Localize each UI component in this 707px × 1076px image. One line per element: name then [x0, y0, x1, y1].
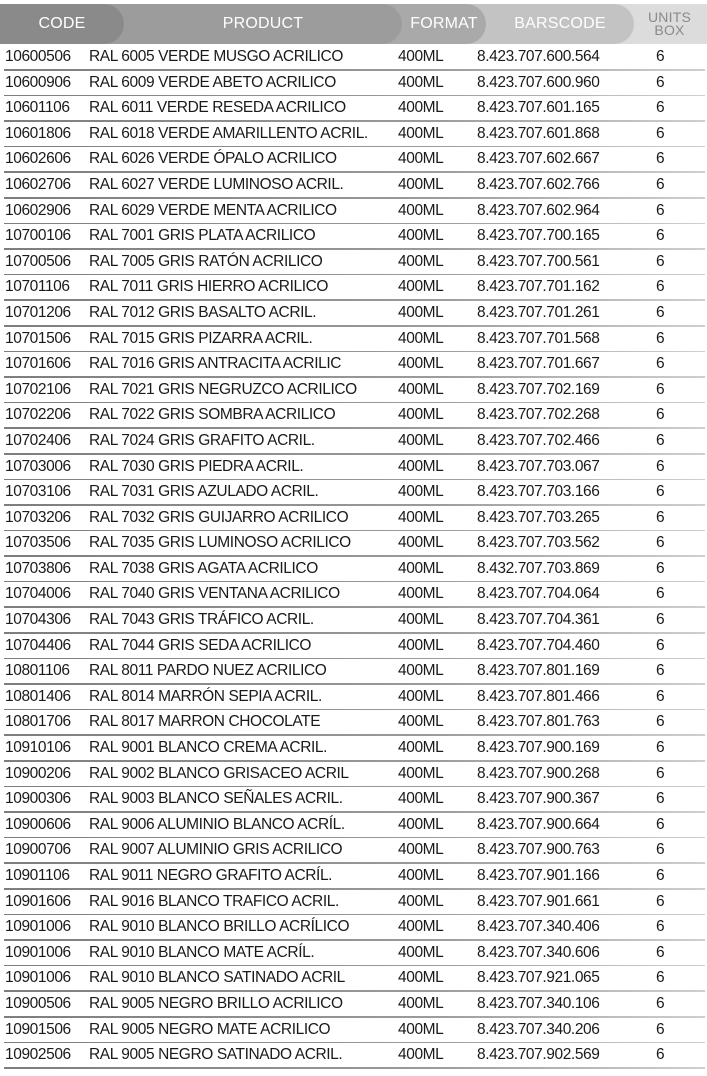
cell-format: 400ML	[398, 355, 444, 373]
cell-product: RAL 9010 BLANCO MATE ACRÍL.	[89, 943, 315, 961]
cell-units: 6	[656, 534, 665, 552]
cell-product: RAL 7021 GRIS NEGRUZCO ACRILICO	[89, 380, 357, 398]
cell-product: RAL 9005 NEGRO BRILLO ACRILICO	[89, 994, 343, 1012]
cell-product: RAL 7015 GRIS PIZARRA ACRIL.	[89, 329, 313, 347]
cell-barcode: 8.423.707.340.606	[477, 943, 600, 961]
header-product-label: PRODUCT	[222, 15, 304, 32]
cell-format: 400ML	[398, 713, 444, 731]
cell-code: 10801106	[5, 662, 70, 680]
cell-barcode: 8.423.707.340.106	[477, 994, 600, 1012]
cell-code: 10703506	[5, 534, 71, 552]
cell-code: 10900506	[5, 994, 71, 1012]
table-row	[0, 736, 707, 762]
cell-code: 10901606	[5, 892, 71, 910]
cell-format: 400ML	[398, 841, 444, 859]
cell-barcode: 8.423.707.701.568	[477, 329, 600, 347]
cell-code: 10910106	[5, 739, 71, 757]
cell-barcode: 8.423.707.602.667	[477, 150, 600, 168]
cell-format: 400ML	[398, 662, 444, 680]
cell-code: 10801406	[5, 687, 71, 705]
cell-code: 10703206	[5, 508, 71, 526]
cell-code: 10600906	[5, 73, 71, 91]
table-row	[0, 608, 707, 634]
cell-barcode: 8.423.707.602.766	[477, 175, 600, 193]
table-row	[0, 634, 707, 660]
cell-code: 10701206	[5, 303, 71, 321]
cell-units: 6	[656, 918, 665, 936]
cell-barcode: 8.423.707.701.162	[477, 278, 600, 296]
cell-barcode: 8.423.707.602.964	[477, 201, 600, 219]
cell-units: 6	[656, 892, 665, 910]
table-row	[0, 480, 707, 506]
cell-barcode: 8.423.707.703.265	[477, 508, 600, 526]
cell-units: 6	[656, 662, 665, 680]
cell-format: 400ML	[398, 278, 444, 296]
cell-product: RAL 6027 VERDE LUMINOSO ACRIL.	[89, 175, 344, 193]
cell-units: 6	[656, 380, 665, 398]
cell-units: 6	[656, 867, 665, 884]
cell-code: 10700106	[5, 227, 71, 245]
cell-units: 6	[656, 99, 665, 117]
cell-barcode: 8.423.707.703.067	[477, 457, 600, 475]
cell-product: RAL 6009 VERDE ABETO ACRILICO	[89, 73, 336, 91]
cell-code: 10902506	[5, 1046, 71, 1064]
cell-format: 400ML	[398, 124, 444, 142]
table-row	[0, 199, 707, 225]
table-row	[0, 403, 707, 429]
table-row	[0, 813, 707, 839]
cell-barcode: 8.423.707.700.165	[477, 227, 600, 245]
cell-code: 10601106	[5, 99, 70, 117]
cell-product: RAL 6018 VERDE AMARILLENTO ACRIL.	[89, 124, 368, 142]
table-row	[0, 45, 707, 71]
table-row	[0, 762, 707, 788]
cell-format: 400ML	[398, 943, 444, 961]
cell-product: RAL 7043 GRIS TRÁFICO ACRIL.	[89, 611, 314, 629]
cell-product: RAL 7031 GRIS AZULADO ACRIL.	[89, 483, 319, 501]
product-table-body	[0, 45, 707, 1069]
cell-product: RAL 6005 VERDE MUSGO ACRILICO	[89, 48, 343, 65]
cell-code: 10901506	[5, 1020, 71, 1038]
cell-format: 400ML	[398, 892, 444, 910]
cell-barcode: 8.423.707.901.661	[477, 892, 600, 910]
cell-product: RAL 7001 GRIS PLATA ACRILICO	[89, 227, 316, 245]
table-row	[0, 992, 707, 1018]
cell-barcode: 8.423.707.340.206	[477, 1020, 600, 1038]
cell-code: 10703106	[5, 483, 71, 501]
cell-product: RAL 9002 BLANCO GRISACEO ACRIL	[89, 764, 349, 782]
header-barcode	[460, 4, 634, 44]
cell-format: 400ML	[398, 969, 444, 987]
cell-units: 6	[656, 1046, 665, 1064]
cell-code: 10700506	[5, 252, 71, 270]
cell-product: RAL 9003 BLANCO SEÑALES ACRIL.	[89, 790, 343, 808]
cell-format: 400ML	[398, 431, 444, 449]
cell-units: 6	[656, 969, 665, 987]
table-row	[0, 327, 707, 353]
cell-barcode: 8.423.707.704.460	[477, 636, 600, 654]
table-row	[0, 1043, 707, 1069]
table-row	[0, 685, 707, 711]
cell-barcode: 8.423.707.901.166	[477, 867, 600, 884]
table-row	[0, 96, 707, 122]
cell-format: 400ML	[398, 867, 444, 884]
cell-code: 10900606	[5, 815, 71, 833]
cell-units: 6	[656, 764, 665, 782]
cell-format: 400ML	[398, 559, 444, 577]
table-row	[0, 506, 707, 532]
cell-barcode: 8.423.707.801.763	[477, 713, 600, 731]
cell-barcode: 8.423.707.900.169	[477, 739, 600, 757]
cell-barcode: 8.423.707.703.166	[477, 483, 600, 501]
cell-barcode: 8.423.707.703.562	[477, 534, 600, 552]
cell-units: 6	[656, 943, 665, 961]
cell-product: RAL 9010 BLANCO SATINADO ACRIL	[89, 969, 345, 987]
table-row	[0, 122, 707, 148]
cell-product: RAL 8014 MARRÓN SEPIA ACRIL.	[89, 687, 322, 705]
cell-barcode: 8.423.707.340.406	[477, 918, 600, 936]
cell-barcode: 8.423.707.921.065	[477, 969, 600, 987]
cell-code: 10703006	[5, 457, 71, 475]
cell-units: 6	[656, 227, 665, 245]
cell-product: RAL 9005 NEGRO SATINADO ACRIL.	[89, 1046, 343, 1064]
cell-format: 400ML	[398, 252, 444, 270]
cell-barcode: 8.423.707.700.561	[477, 252, 600, 270]
cell-code: 10701606	[5, 355, 71, 373]
header-barcode-label: BARSCODE	[514, 15, 606, 32]
cell-barcode: 8.423.707.801.466	[477, 687, 600, 705]
cell-product: RAL 8011 PARDO NUEZ ACRILICO	[89, 662, 327, 680]
cell-barcode: 8.423.707.601.868	[477, 124, 600, 142]
table-row	[0, 378, 707, 404]
cell-units: 6	[656, 994, 665, 1012]
cell-barcode: 8.423.707.704.361	[477, 611, 600, 629]
cell-code: 10901006	[5, 969, 71, 987]
cell-units: 6	[656, 252, 665, 270]
cell-barcode: 8.423.707.601.165	[477, 99, 600, 117]
cell-code: 10702406	[5, 431, 71, 449]
cell-product: RAL 9006 ALUMINIO BLANCO ACRÍL.	[89, 815, 345, 833]
cell-format: 400ML	[398, 534, 444, 552]
cell-code: 10702106	[5, 380, 71, 398]
cell-product: RAL 9005 NEGRO MATE ACRILICO	[89, 1020, 331, 1038]
table-row	[0, 71, 707, 97]
header-code	[0, 4, 124, 44]
cell-product: RAL 7032 GRIS GUIJARRO ACRILICO	[89, 508, 349, 526]
cell-product: RAL 7005 GRIS RATÓN ACRILICO	[89, 252, 323, 270]
cell-units: 6	[656, 559, 665, 577]
cell-barcode: 8.423.707.701.667	[477, 355, 600, 373]
cell-barcode: 8.423.707.801.169	[477, 662, 600, 680]
cell-format: 400ML	[398, 329, 444, 347]
cell-units: 6	[656, 329, 665, 347]
cell-product: RAL 7035 GRIS LUMINOSO ACRILICO	[89, 534, 351, 552]
cell-product: RAL 9011 NEGRO GRAFITO ACRÍL.	[89, 867, 333, 884]
table-row	[0, 147, 707, 173]
cell-code: 10702206	[5, 406, 71, 424]
cell-code: 10901106	[5, 867, 70, 884]
cell-product: RAL 9007 ALUMINIO GRIS ACRILICO	[89, 841, 343, 859]
table-row	[0, 710, 707, 736]
table-row	[0, 301, 707, 327]
header-format-label: FORMAT	[410, 15, 478, 32]
cell-code: 10704406	[5, 636, 71, 654]
cell-product: RAL 8017 MARRON CHOCOLATE	[89, 713, 321, 731]
cell-units: 6	[656, 406, 665, 424]
table-row	[0, 1018, 707, 1044]
cell-product: RAL 6029 VERDE MENTA ACRILICO	[89, 201, 337, 219]
cell-format: 400ML	[398, 380, 444, 398]
table-row	[0, 250, 707, 276]
cell-format: 400ML	[398, 790, 444, 808]
table-header	[0, 4, 707, 44]
cell-barcode: 8.423.707.902.569	[477, 1046, 600, 1064]
cell-product: RAL 6026 VERDE ÓPALO ACRILICO	[89, 150, 337, 168]
cell-units: 6	[656, 457, 665, 475]
table-row	[0, 890, 707, 916]
cell-product: RAL 6011 VERDE RESEDA ACRILICO	[89, 99, 346, 117]
cell-units: 6	[656, 790, 665, 808]
cell-product: RAL 7038 GRIS AGATA ACRILICO	[89, 559, 318, 577]
cell-product: RAL 7024 GRIS GRAFITO ACRIL.	[89, 431, 315, 449]
cell-barcode: 8.423.707.704.064	[477, 585, 600, 603]
cell-format: 400ML	[398, 406, 444, 424]
cell-units: 6	[656, 431, 665, 449]
table-row	[0, 531, 707, 557]
table-row	[0, 915, 707, 941]
cell-format: 400ML	[398, 227, 444, 245]
cell-format: 400ML	[398, 918, 444, 936]
cell-product: RAL 9016 BLANCO TRAFICO ACRIL.	[89, 892, 339, 910]
cell-units: 6	[656, 483, 665, 501]
cell-code: 10602606	[5, 150, 71, 168]
cell-format: 400ML	[398, 303, 444, 321]
cell-units: 6	[656, 1020, 665, 1038]
cell-format: 400ML	[398, 73, 444, 91]
cell-code: 10601806	[5, 124, 71, 142]
cell-product: RAL 7044 GRIS SEDA ACRILICO	[89, 636, 312, 654]
header-code-label: CODE	[38, 15, 86, 32]
cell-units: 6	[656, 124, 665, 142]
cell-format: 400ML	[398, 175, 444, 193]
cell-format: 400ML	[398, 764, 444, 782]
cell-units: 6	[656, 201, 665, 219]
cell-format: 400ML	[398, 483, 444, 501]
cell-format: 400ML	[398, 99, 444, 117]
table-row	[0, 966, 707, 992]
header-units-label-line1: UNITS	[648, 9, 691, 25]
cell-barcode: 8.432.707.703.869	[477, 559, 600, 577]
cell-format: 400ML	[398, 150, 444, 168]
table-row	[0, 941, 707, 967]
cell-units: 6	[656, 713, 665, 731]
cell-code: 10703806	[5, 559, 71, 577]
cell-units: 6	[656, 636, 665, 654]
header-units-label-line2: BOX	[654, 22, 685, 38]
cell-format: 400ML	[398, 48, 444, 65]
cell-format: 400ML	[398, 201, 444, 219]
table-row	[0, 429, 707, 455]
table-row	[0, 787, 707, 813]
cell-product: RAL 7016 GRIS ANTRACITA ACRILIC	[89, 355, 342, 373]
cell-code: 10701106	[5, 278, 70, 296]
table-row	[0, 352, 707, 378]
cell-code: 10901006	[5, 918, 71, 936]
cell-format: 400ML	[398, 739, 444, 757]
table-row	[0, 557, 707, 583]
cell-units: 6	[656, 355, 665, 373]
cell-units: 6	[656, 303, 665, 321]
cell-barcode: 8.423.707.701.261	[477, 303, 600, 321]
cell-code: 10701506	[5, 329, 71, 347]
cell-code: 10704306	[5, 611, 71, 629]
cell-product: RAL 7040 GRIS VENTANA ACRILICO	[89, 585, 340, 603]
table-row	[0, 275, 707, 301]
cell-barcode: 8.423.707.600.564	[477, 48, 600, 65]
cell-format: 400ML	[398, 1020, 444, 1038]
cell-units: 6	[656, 73, 665, 91]
cell-product: RAL 9001 BLANCO CREMA ACRIL.	[89, 739, 328, 757]
table-row	[0, 224, 707, 250]
cell-format: 400ML	[398, 636, 444, 654]
cell-units: 6	[656, 739, 665, 757]
cell-units: 6	[656, 48, 665, 65]
cell-code: 10901006	[5, 943, 71, 961]
cell-product: RAL 9010 BLANCO BRILLO ACRÍLICO	[89, 918, 350, 936]
table-row	[0, 838, 707, 864]
cell-barcode: 8.423.707.900.367	[477, 790, 600, 808]
cell-units: 6	[656, 278, 665, 296]
cell-product: RAL 7011 GRIS HIERRO ACRILICO	[89, 278, 329, 296]
cell-product: RAL 7030 GRIS PIEDRA ACRIL.	[89, 457, 304, 475]
cell-barcode: 8.423.707.702.268	[477, 406, 600, 424]
cell-product: RAL 7022 GRIS SOMBRA ACRILICO	[89, 406, 336, 424]
cell-format: 400ML	[398, 1046, 444, 1064]
cell-code: 10602706	[5, 175, 71, 193]
cell-format: 400ML	[398, 815, 444, 833]
cell-product: RAL 7012 GRIS BASALTO ACRIL.	[89, 303, 317, 321]
cell-code: 10900706	[5, 841, 71, 859]
table-row	[0, 173, 707, 199]
cell-barcode: 8.423.707.900.664	[477, 815, 600, 833]
cell-barcode: 8.423.707.702.169	[477, 380, 600, 398]
cell-code: 10602906	[5, 201, 71, 219]
table-row	[0, 864, 707, 890]
cell-barcode: 8.423.707.702.466	[477, 431, 600, 449]
cell-code: 10900206	[5, 764, 71, 782]
cell-barcode: 8.423.707.900.268	[477, 764, 600, 782]
cell-units: 6	[656, 841, 665, 859]
cell-code: 10704006	[5, 585, 71, 603]
cell-format: 400ML	[398, 457, 444, 475]
table-row	[0, 582, 707, 608]
cell-format: 400ML	[398, 508, 444, 526]
table-row	[0, 455, 707, 481]
cell-units: 6	[656, 585, 665, 603]
cell-code: 10801706	[5, 713, 71, 731]
cell-format: 400ML	[398, 611, 444, 629]
cell-code: 10900306	[5, 790, 71, 808]
cell-units: 6	[656, 687, 665, 705]
cell-barcode: 8.423.707.900.763	[477, 841, 600, 859]
cell-format: 400ML	[398, 687, 444, 705]
header-product	[96, 4, 402, 44]
cell-code: 10600506	[5, 48, 71, 65]
cell-units: 6	[656, 611, 665, 629]
cell-units: 6	[656, 815, 665, 833]
cell-units: 6	[656, 150, 665, 168]
cell-format: 400ML	[398, 585, 444, 603]
cell-units: 6	[656, 175, 665, 193]
cell-barcode: 8.423.707.600.960	[477, 73, 600, 91]
cell-units: 6	[656, 508, 665, 526]
table-row	[0, 659, 707, 685]
cell-format: 400ML	[398, 994, 444, 1012]
